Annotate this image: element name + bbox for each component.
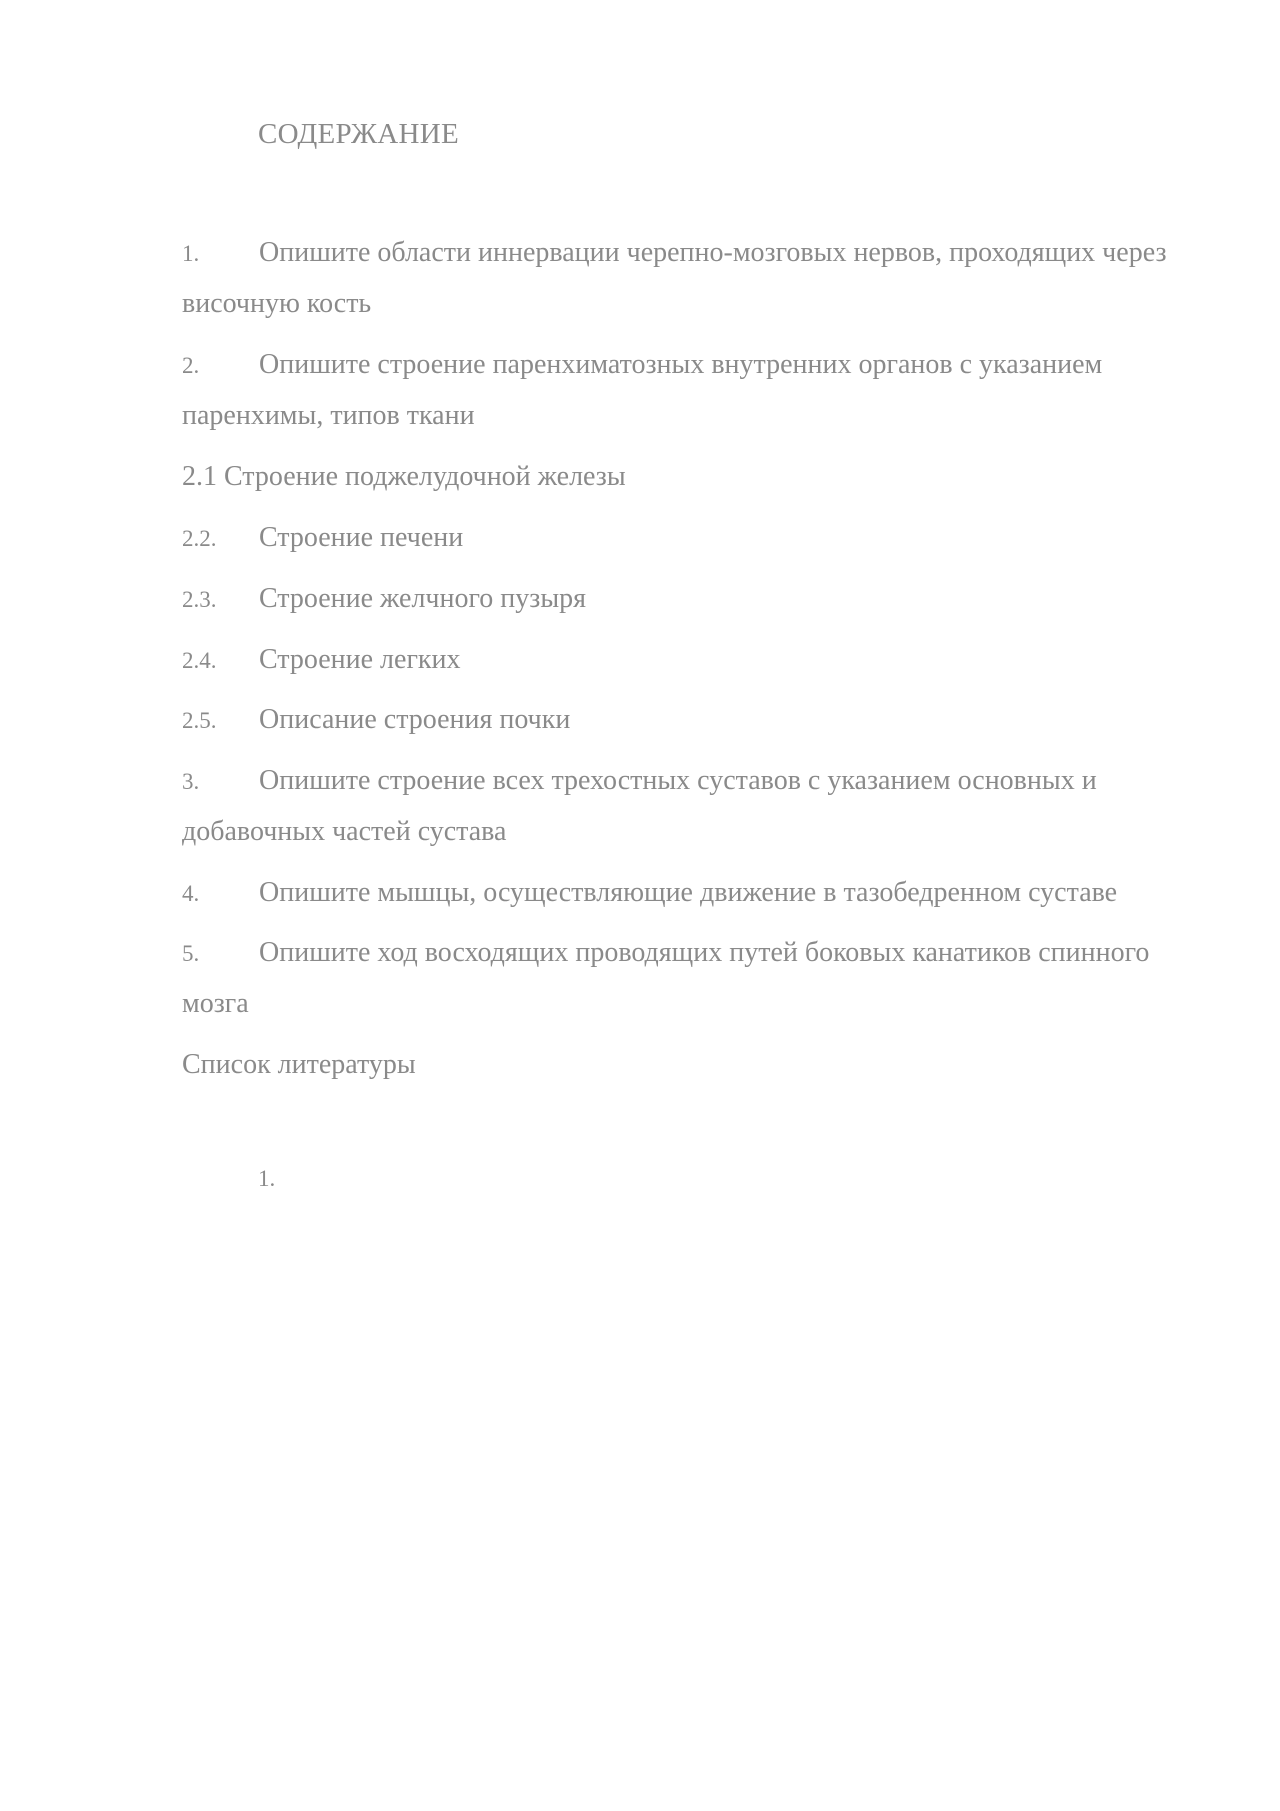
toc-entry-1 bbox=[182, 228, 1192, 329]
page-title: СОДЕРЖАНИЕ bbox=[258, 118, 459, 150]
toc-entry-4 bbox=[182, 868, 1192, 919]
toc-entry-number: 2.2. bbox=[182, 526, 217, 551]
toc-entry-text: Опишите строение паренхиматозных внутренних органов с указанием паренхимы, типов ткани bbox=[182, 349, 1103, 431]
toc-entry-text: Строение печени bbox=[259, 522, 464, 553]
toc-entry-number: 2.4. bbox=[182, 648, 217, 673]
toc-entry-text: Строение легких bbox=[259, 644, 461, 675]
toc-entry-number: 4. bbox=[182, 881, 200, 906]
toc-entry-text: Опишите мышцы, осуществляющие движение в тазобедренном суставе bbox=[259, 877, 1118, 908]
toc-entry-text: Опишите строение всех трехостных суставов с указанием основных и добавочных частей сустава bbox=[182, 765, 1097, 847]
toc-entry-bibliography bbox=[182, 1040, 1192, 1090]
toc-entry-3 bbox=[182, 756, 1192, 857]
toc-entry-number: 1. bbox=[182, 241, 200, 266]
toc-entry-text: Строение желчного пузыря bbox=[259, 583, 587, 614]
toc-entry-2-2 bbox=[182, 513, 1192, 564]
toc-entry-2-4 bbox=[182, 635, 1192, 686]
section-number: 1. bbox=[258, 1166, 276, 1191]
toc-entry-number: 2.5. bbox=[182, 708, 217, 733]
toc-entry-text: 2.1 Строение поджелудочной железы bbox=[182, 461, 626, 492]
toc-entry-2-3 bbox=[182, 574, 1192, 625]
toc-entry-text: Список литературы bbox=[182, 1049, 416, 1080]
toc-entry-2-5 bbox=[182, 695, 1192, 746]
toc-entry-number: 2.3. bbox=[182, 587, 217, 612]
toc-entry-2-1 bbox=[182, 452, 1192, 502]
toc-entry-2 bbox=[182, 340, 1192, 441]
toc-entry-number: 2. bbox=[182, 353, 200, 378]
toc-entry-number: 5. bbox=[182, 941, 200, 966]
toc-entry-text: Описание строения почки bbox=[259, 704, 571, 735]
toc-entry-text: Опишите области иннервации черепно-мозговых нервов, проходящих через височную кость bbox=[182, 237, 1167, 319]
toc-entry-text: Опишите ход восходящих проводящих путей боковых канатиков спинного мозга bbox=[182, 937, 1150, 1019]
toc-entry-5 bbox=[182, 928, 1192, 1029]
toc-entry-number: 3. bbox=[182, 769, 200, 794]
